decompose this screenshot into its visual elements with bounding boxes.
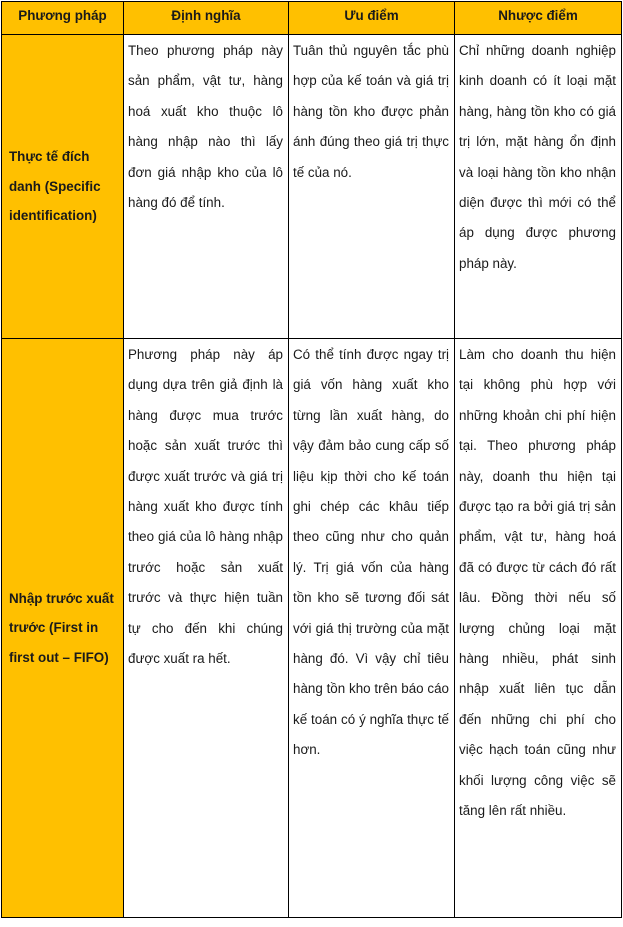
table-row [2, 339, 622, 918]
method-cell: Nhập trước xuất trước (First in first out – FIFO) [2, 339, 124, 918]
pros-cell: Có thể tính được ngay trị giá vốn hàng xuất kho từng lần xuất hàng, do vậy đảm bảo cung cấp số liệu kịp thời cho kế toán ghi chép các khâu tiếp theo cũng như cho quản lý. Trị giá vốn của hàng tồn kho sẽ tương đối sát với giá thị trường của mặt hàng đó. Vì vậy chỉ tiêu hàng tồn kho trên báo cáo kế toán có ý nghĩa thực tế hơn. [289, 339, 455, 918]
header-pros: Ưu điểm [289, 2, 455, 35]
cons-cell: Làm cho doanh thu hiện tại không phù hợp với những khoản chi phí hiện tại. Theo phương pháp này, doanh thu hiện tại được tạo ra bởi giá trị sản phẩm, vật tư, hàng hoá đã có được từ cách đó rất lâu. Đồng thời nếu số lượng chủng loại mặt hàng nhiều, phát sinh nhập xuất liên tục dẫn đến những chi phí cho việc hạch toán cũng như khối lượng công việc sẽ tăng lên rất nhiều. [455, 339, 622, 918]
header-definition: Định nghĩa [124, 2, 289, 35]
definition-cell: Phương pháp này áp dụng dựa trên giả định là hàng được mua trước hoặc sản xuất trước thì được xuất trước và giá trị hàng xuất kho được tính theo giá của lô hàng nhập trước hoặc sản xuất trước và thực hiện tuần tự cho đến khi chúng được xuất ra hết. [124, 339, 289, 918]
header-cons: Nhược điểm [455, 2, 622, 35]
cons-cell: Chỉ những doanh nghiệp kinh doanh có ít loại mặt hàng, hàng tồn kho có giá trị lớn, mặt hàng ổn định và loại hàng tồn kho nhận diện được thì mới có thể áp dụng được phương pháp này. [455, 35, 622, 339]
comparison-table-wrapper [1, 1, 622, 918]
header-row [2, 2, 622, 35]
header-method: Phương pháp [2, 2, 124, 35]
table-row [2, 35, 622, 339]
inventory-methods-table [1, 1, 622, 918]
pros-cell: Tuân thủ nguyên tắc phù hợp của kế toán và giá trị hàng tồn kho được phản ánh đúng theo giá trị thực tế của nó. [289, 35, 455, 339]
definition-cell: Theo phương pháp này sản phẩm, vật tư, hàng hoá xuất kho thuộc lô hàng nhập nào thì lấy đơn giá nhập kho của lô hàng đó để tính. [124, 35, 289, 339]
method-cell: Thực tế đích danh (Specific identification) [2, 35, 124, 339]
